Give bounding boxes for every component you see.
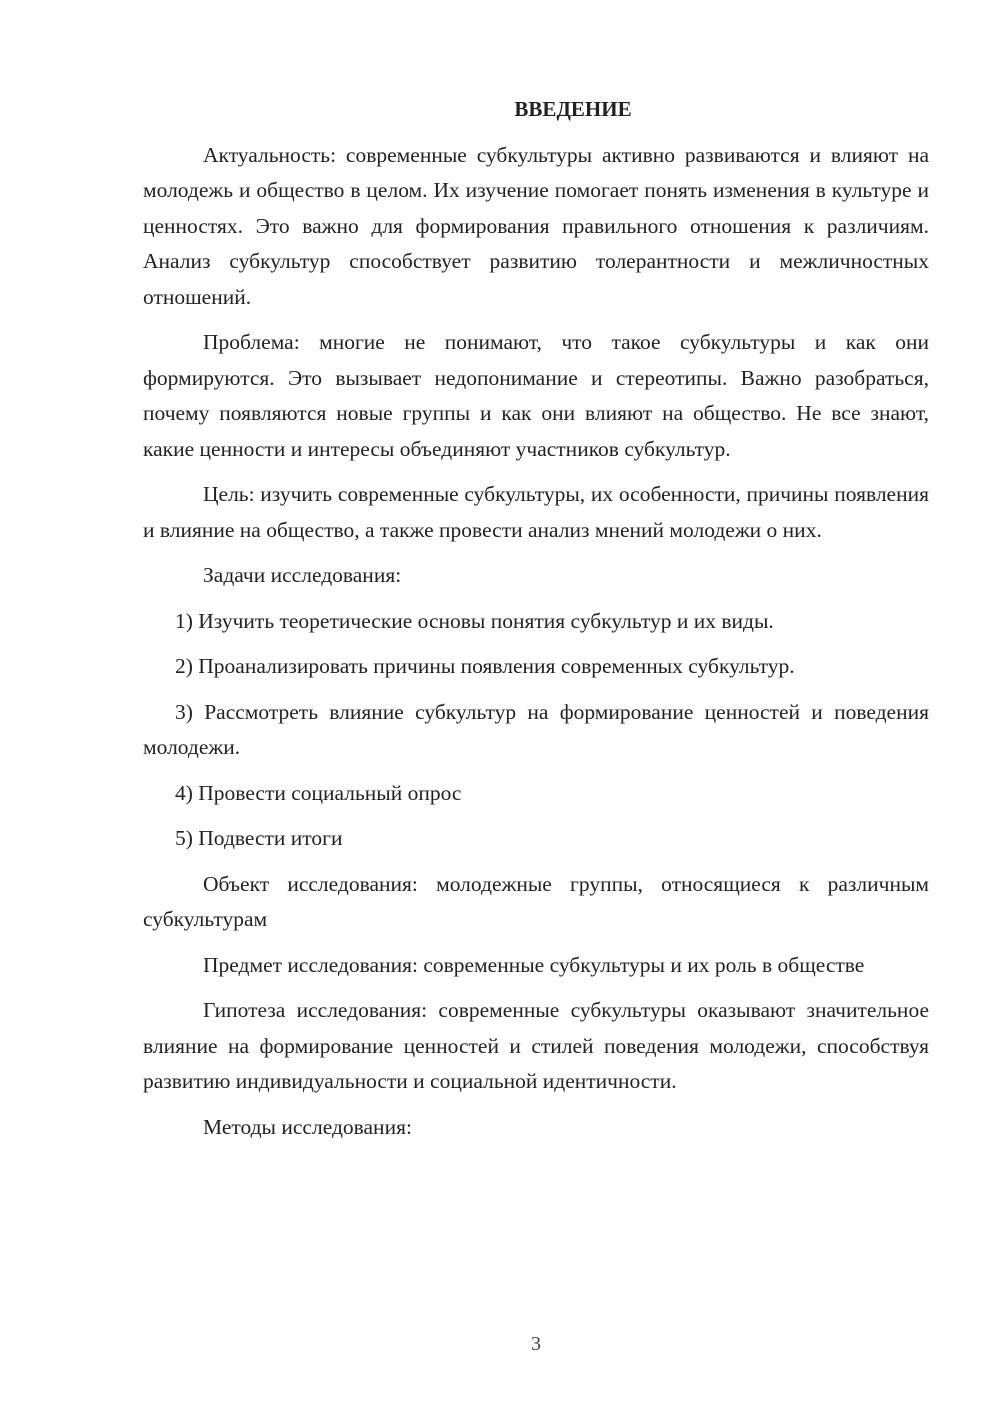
- problem-paragraph: Проблема: многие не понимают, что такое субкультуры и как они формируются. Это вызывает недопонимание и стереотипы. Важно разобраться, почему появляются новые группы и как они влияют на общество. Не все знают, какие ценности и интересы объединяют участников субкультур.: [143, 330, 929, 461]
- goal-paragraph: Цель: изучить современные субкультуры, их особенности, причины появления и влияние на общество, а также провести анализ мнений молодежи о них.: [143, 482, 929, 542]
- tasks-title: Задачи исследования:: [203, 563, 402, 587]
- task-item: 1) Изучить теоретические основы понятия субкультур и их виды.: [175, 608, 774, 633]
- hypothesis-paragraph: Гипотеза исследования: современные субкультуры оказывают значительное влияние на формирование ценностей и стилей поведения молодежи, способствуя развитию индивидуальности и социальной идентичности.: [143, 998, 929, 1093]
- subject-paragraph: Предмет исследования: современные субкультуры и их роль в обществе: [203, 952, 865, 977]
- page-body: [143, 92, 929, 1155]
- task-item: 3) Рассмотреть влияние субкультур на формирование ценностей и поведения молодежи.: [143, 699, 929, 759]
- object-paragraph: Объект исследования: молодежные группы, относящиеся к различным субкультурам: [143, 871, 929, 931]
- page-number: 3: [531, 1333, 541, 1355]
- relevance-paragraph: Актуальность: современные субкультуры активно развиваются и влияют на молодежь и общество в целом. Их изучение помогает понять изменения в культуре и ценностях. Это важно для формирования правильного отношения к различиям. Анализ субкультур способствует развитию толерантности и межличностных отношений.: [143, 142, 929, 309]
- methods-title: Методы исследования:: [203, 1114, 412, 1139]
- task-item: 5) Подвести итоги: [175, 826, 343, 850]
- task-item: 4) Провести социальный опрос: [175, 780, 462, 805]
- task-item: 2) Проанализировать причины появления современных субкультур.: [175, 654, 795, 678]
- page-title: ВВЕДЕНИЕ: [514, 97, 632, 121]
